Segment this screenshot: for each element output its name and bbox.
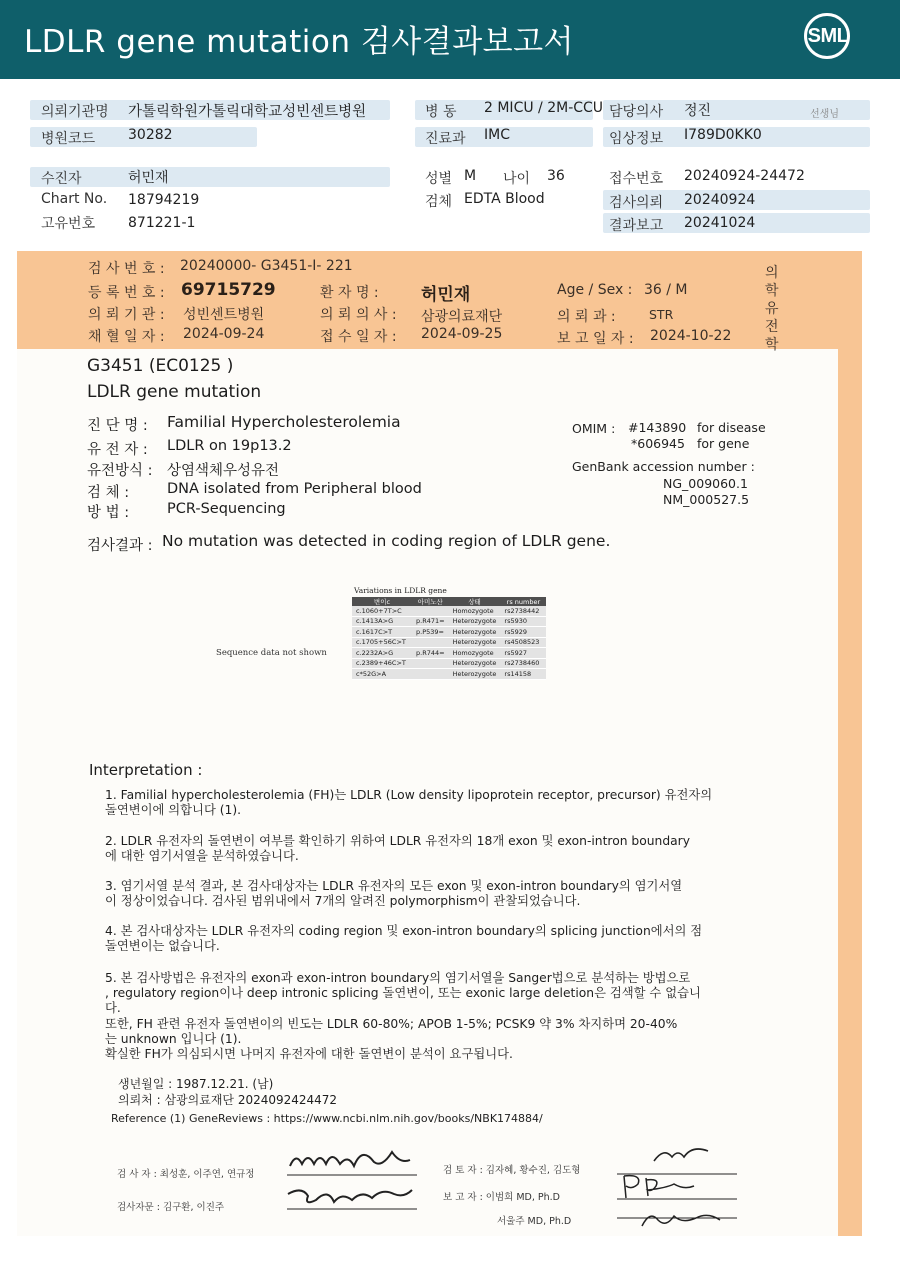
table-row [352,658,546,669]
band-test-no-label: 검 사 번 호 : [88,261,165,277]
sml-logo-text: SML [807,25,849,47]
staff-advisor: 검사자문 : 김구환, 이진주 [117,1202,225,1213]
patient: 허민재 [128,170,169,186]
variant-cell: c.2232A>G [352,648,412,659]
interp-3-line: 이 정상이었습니다. 검사된 범위내에서 7개의 알려진 polymorphism이 관찰되었습니다. [105,894,581,908]
variant-cell: c*52G>A [352,669,412,680]
chart-label: Chart No. [41,191,108,207]
diagnosis: Familial Hypercholesterolemia [167,413,401,431]
report-date-label: 결과보고 [609,218,664,234]
interp-2-line: 에 대한 염기서열을 분석하였습니다. [105,849,299,863]
gene: LDLR on 19p13.2 [167,438,292,454]
band-dept-label: 의 뢰 과 : [557,309,616,325]
request-date-label: 검사의뢰 [609,195,664,211]
unique-number: 871221-1 [128,215,196,231]
report-date: 20241024 [684,215,756,231]
variant-cell: Heterozygote [449,637,501,648]
band-age-sex: 36 / M [644,282,688,298]
band-patient-label: 환 자 명 : [320,285,379,301]
band-side-char: 전 [765,319,779,335]
result-label: 검사결과 : [87,538,153,554]
interp-3-line: 3. 염기서열 분석 결과, 본 검사대상자는 LDLR 유전자의 모든 exon 및 exon-intron boundary의 염기서열 [105,879,683,893]
interp-2-line: 2. LDLR 유전자의 돌연변이 여부를 확인하기 위하여 LDLR 유전자의 18개 exon 및 exon-intron boundary [105,834,691,848]
band-org: 성빈센트병원 [183,307,265,323]
sex-label: 성별 [425,171,453,187]
omim-gene: *606945 [631,436,685,451]
interp-5-line: , regulatory region이나 deep intronic splicing 돌연변이, 또는 exonic large deletion은 검색할 수 없습니 [105,986,701,1000]
method: PCR-Sequencing [167,501,286,517]
gene-label: 유 전 자 : [87,442,148,458]
variant-cell: Heterozygote [449,616,501,627]
label-bg-patient [30,167,390,187]
band-receive-label: 접 수 일 자 : [320,329,397,345]
requester: 의뢰처 : 삼광의료재단 2024092424472 [118,1093,338,1107]
doctor: 정진 [684,103,712,119]
band-doctor: 삼광의료재단 [421,309,503,325]
band-side-char: 유 [765,301,779,317]
band-report: 2024-10-22 [650,328,732,344]
variant-cell: Heterozygote [449,627,501,638]
variants-header-cell: 상태 [449,597,501,606]
requesting-org-label: 의뢰기관명 [41,104,109,120]
genbank-ng: NG_009060.1 [663,476,748,491]
variants-header-cell: 아미노산 [412,597,449,606]
interp-5-line: 확실한 FH가 의심되시면 나머지 유전자에 대한 돌연변이 분석이 요구됩니다. [105,1047,513,1061]
specimen-detail-label: 검 체 : [87,485,130,501]
staff-reporter-2: 서울주 MD, Ph.D [497,1216,572,1227]
variant-cell: Heterozygote [449,658,501,669]
band-reg-no: 69715729 [181,280,276,300]
test-name: LDLR gene mutation [87,382,262,402]
interp-5-line: 는 unknown 입니다 (1). [105,1032,242,1046]
variant-cell: c.1060+7T>C [352,606,412,616]
result: No mutation was detected in coding region of LDLR gene. [162,532,611,550]
reference: Reference (1) GeneReviews : https://www.ncbi.nlm.nih.gov/books/NBK174884/ [111,1112,543,1125]
variant-cell: c.2389+46C>T [352,658,412,669]
clinical-info-label: 임상정보 [609,131,664,147]
report-side-strip [838,251,862,1236]
variant-cell: c.1617C>T [352,627,412,638]
band-test-no: 20240000- G3451-I- 221 [180,258,353,274]
dept-label: 진료과 [425,131,466,147]
inheritance: 상염색체우성유전 [167,463,280,479]
table-row [352,627,546,638]
omim-gene-note: for gene [697,436,750,451]
band-report-label: 보 고 일 자 : [557,331,634,347]
inheritance-label: 유전방식 : [87,463,153,479]
method-label: 방 법 : [87,505,130,521]
variant-cell: c.1705+56C>T [352,637,412,648]
table-row [352,616,546,627]
signature-reporter-icon [612,1172,742,1202]
omim-label: OMIM : [572,421,616,436]
variant-cell: rs5927 [500,648,546,659]
test-code: G3451 (EC0125 ) [87,356,234,376]
variants-header-cell: 변이c [352,597,412,606]
sex: M [464,168,477,184]
variants-title: Variations in LDLR gene [354,586,447,595]
band-reg-no-label: 등 록 번 호 : [88,285,165,301]
signature-reporter-2-icon [612,1206,742,1230]
band-side-char: 학 [765,337,779,353]
requesting-org: 가톨릭학원가톨릭대학교성빈센트병원 [128,104,367,120]
interp-5-line: 또한, FH 관련 유전자 돌연변이의 빈도는 LDLR 60-80%; APOB 1-5%; PCSK9 약 3% 차지하며 20-40% [105,1017,678,1031]
band-org-label: 의 뢰 기 관 : [88,307,165,323]
variant-cell: p.R471= [412,616,449,627]
band-doctor-label: 의 뢰 의 사 : [320,307,397,323]
interp-5-line: 다. [105,1001,121,1015]
patient-label: 수진자 [41,171,82,187]
interp-4-line: 돌연변이는 없습니다. [105,939,220,953]
band-dept: STR [649,307,674,322]
interp-1-line: 돌연변이에 의합니다 (1). [105,803,242,817]
request-date: 20240924 [684,192,756,208]
variant-cell: Homozygote [449,606,501,616]
staff-examiner: 검 사 자 : 최성훈, 이주연, 연규정 [117,1169,255,1180]
genbank-label: GenBank accession number : [572,459,755,474]
age: 36 [547,168,565,184]
variant-cell: rs5929 [500,627,546,638]
ward: 2 MICU / 2M-CCU [484,100,604,116]
variant-cell: rs4508523 [500,637,546,648]
interp-1-line: 1. Familial hypercholesterolemia (FH)는 LDLR (Low density lipoprotein receptor, precursor) 유전자의 [105,788,713,802]
report-title: LDLR gene mutation 검사결과보고서 [24,24,574,60]
genbank-nm: NM_000527.5 [663,492,750,507]
variant-cell: rs14158 [500,669,546,680]
band-patient: 허민재 [421,285,471,305]
variants-header-cell: rs number [500,597,546,606]
table-row [352,606,546,616]
reception-label: 접수번호 [609,171,664,187]
table-row [352,669,546,680]
ward-label: 병 동 [425,104,457,120]
variant-cell: p.P539= [412,627,449,638]
variant-cell: Heterozygote [449,669,501,680]
birth-date: 생년월일 : 1987.12.21. (남) [118,1077,274,1091]
variant-cell: p.R744= [412,648,449,659]
chart: 18794219 [128,192,200,208]
reception: 20240924-24472 [684,168,805,184]
specimen-detail: DNA isolated from Peripheral blood [167,481,422,497]
sequence-note: Sequence data not shown [216,648,327,658]
variants-table [352,597,546,680]
band-side-char: 학 [765,283,779,299]
table-row [352,637,546,648]
variant-cell [412,606,449,616]
clinical-info: I789D0KK0 [684,127,762,143]
signature-advisor-icon [282,1178,422,1212]
variant-cell: rs2738442 [500,606,546,616]
variant-cell: Homozygote [449,648,501,659]
signature-examiner-icon [282,1138,422,1178]
dept: IMC [484,127,510,143]
band-draw-label: 채 혈 일 자 : [88,329,165,345]
diagnosis-label: 진 단 명 : [87,418,148,434]
specimen: EDTA Blood [464,191,545,207]
omim-disease: #143890 [628,420,687,435]
band-draw: 2024-09-24 [183,326,265,342]
band-age-sex-label: Age / Sex : [557,282,633,298]
interp-4-line: 4. 본 검사대상자는 LDLR 유전자의 coding region 및 exon-intron boundary의 splicing junction에서의 점 [105,924,703,938]
table-row [352,648,546,659]
hospital-code: 30282 [128,127,173,143]
variant-cell [412,669,449,680]
band-receive: 2024-09-25 [421,326,503,342]
variant-cell: rs2738460 [500,658,546,669]
band-side-char: 의 [765,265,779,281]
unique-label: 고유번호 [41,216,96,232]
doctor-label: 담당의사 [609,104,664,120]
omim-disease-note: for disease [697,420,766,435]
hospital-code-label: 병원코드 [41,131,96,147]
variant-cell [412,658,449,669]
age-label: 나이 [503,171,531,187]
staff-reporter: 보 고 자 : 이범희 MD, Ph.D [443,1192,560,1203]
variant-cell [412,637,449,648]
variant-cell: c.1413A>G [352,616,412,627]
doctor-suffix: 선생님 [810,109,839,120]
variants-header-row [352,597,546,606]
interpretation-label: Interpretation : [89,761,203,779]
staff-reviewer: 검 토 자 : 김자혜, 황수진, 김도형 [443,1165,581,1176]
variant-cell: rs5930 [500,616,546,627]
interp-5-line: 5. 본 검사방법은 유전자의 exon과 exon-intron boundary의 염기서열을 Sanger법으로 분석하는 방법으로 [105,971,691,985]
specimen-label: 검체 [425,194,453,210]
